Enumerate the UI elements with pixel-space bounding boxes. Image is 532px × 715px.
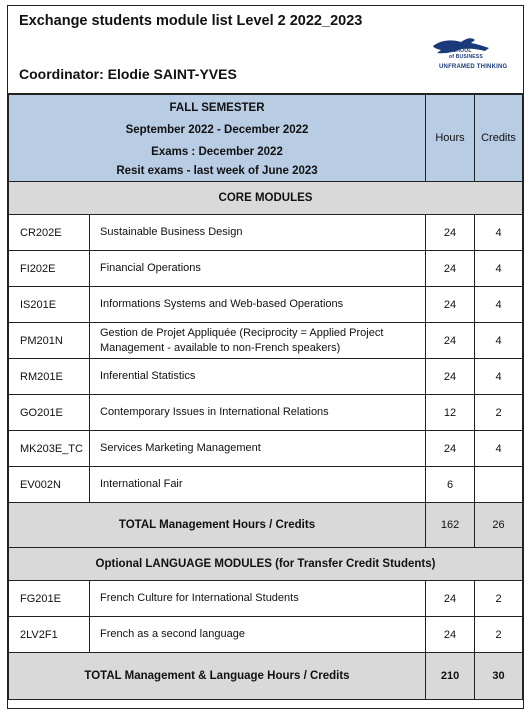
module-credits: 2	[475, 395, 523, 431]
module-credits: 4	[475, 215, 523, 251]
language-module-row	[9, 581, 523, 617]
module-credits: 4	[475, 323, 523, 359]
language-modules-heading-row	[9, 548, 523, 581]
module-code: EV002N	[9, 467, 90, 503]
module-code: CR202E	[9, 215, 90, 251]
grand-total-label: TOTAL Management & Language Hours / Credits	[9, 653, 426, 700]
module-list-sheet	[7, 5, 524, 709]
module-credits: 4	[475, 251, 523, 287]
module-name: French as a second language	[90, 617, 426, 653]
core-modules-heading-row	[9, 182, 523, 215]
core-modules-heading: CORE MODULES	[9, 182, 523, 215]
language-modules-heading: Optional LANGUAGE MODULES (for Transfer Credit Students)	[9, 548, 523, 581]
core-module-row	[9, 287, 523, 323]
language-module-row	[9, 617, 523, 653]
core-module-row	[9, 323, 523, 359]
grand-total-row	[9, 653, 523, 700]
module-name: Services Marketing Management	[90, 431, 426, 467]
grand-total-hours: 210	[426, 653, 475, 700]
language-modules-body	[9, 581, 523, 653]
document-title: Exchange students module list Level 2 2022_2023	[19, 13, 363, 29]
module-credits: 4	[475, 359, 523, 395]
module-name: Contemporary Issues in International Relations	[90, 395, 426, 431]
module-credits: 4	[475, 287, 523, 323]
module-name: Gestion de Projet Appliquée (Reciprocity = Applied Project Management - available to non-French speakers)	[90, 323, 426, 359]
module-hours: 24	[426, 251, 475, 287]
module-code: FI202E	[9, 251, 90, 287]
core-module-row	[9, 431, 523, 467]
module-code: PM201N	[9, 323, 90, 359]
module-name: Sustainable Business Design	[90, 215, 426, 251]
hours-column-header: Hours	[426, 95, 475, 182]
module-hours: 6	[426, 467, 475, 503]
module-hours: 24	[426, 581, 475, 617]
module-code: 2LV2F1	[9, 617, 90, 653]
module-hours: 24	[426, 323, 475, 359]
module-hours: 24	[426, 287, 475, 323]
semester-resit: Resit exams - last week of June 2023	[116, 165, 318, 177]
module-name: French Culture for International Students	[90, 581, 426, 617]
core-total-hours: 162	[426, 503, 475, 548]
core-modules-body	[9, 215, 523, 503]
semester-header-row	[9, 95, 523, 182]
semester-dates: September 2022 - December 2022	[125, 124, 309, 136]
credits-column-header: Credits	[475, 95, 523, 182]
document-header	[8, 6, 523, 94]
module-name: Inferential Statistics	[90, 359, 426, 395]
module-credits	[475, 467, 523, 503]
module-credits: 2	[475, 581, 523, 617]
module-name: International Fair	[90, 467, 426, 503]
logo-tagline: UNFRAMED THINKING	[439, 64, 508, 70]
module-code: RM201E	[9, 359, 90, 395]
module-credits: 4	[475, 431, 523, 467]
core-total-credits: 26	[475, 503, 523, 548]
module-hours: 24	[426, 617, 475, 653]
module-code: FG201E	[9, 581, 90, 617]
semester-exams: Exams : December 2022	[151, 146, 283, 158]
core-module-row	[9, 215, 523, 251]
module-code: MK203E_TC	[9, 431, 90, 467]
core-module-row	[9, 467, 523, 503]
school-logo	[431, 34, 513, 74]
module-hours: 24	[426, 215, 475, 251]
module-credits: 2	[475, 617, 523, 653]
logo-line-3: of BUSINESS	[449, 54, 483, 60]
core-total-row	[9, 503, 523, 548]
logo-line-1: RENNES	[449, 42, 472, 48]
module-hours: 12	[426, 395, 475, 431]
logo-line-2: SCHOOL	[449, 48, 472, 54]
module-code: GO201E	[9, 395, 90, 431]
module-code: IS201E	[9, 287, 90, 323]
core-module-row	[9, 395, 523, 431]
semester-info	[9, 95, 426, 182]
module-hours: 24	[426, 431, 475, 467]
coordinator-label: Coordinator: Elodie SAINT-YVES	[19, 66, 237, 82]
semester-name: FALL SEMESTER	[169, 102, 265, 114]
module-name: Informations Systems and Web-based Operations	[90, 287, 426, 323]
module-table	[8, 94, 523, 700]
core-total-label: TOTAL Management Hours / Credits	[9, 503, 426, 548]
core-module-row	[9, 359, 523, 395]
core-module-row	[9, 251, 523, 287]
module-hours: 24	[426, 359, 475, 395]
module-name: Financial Operations	[90, 251, 426, 287]
grand-total-credits: 30	[475, 653, 523, 700]
